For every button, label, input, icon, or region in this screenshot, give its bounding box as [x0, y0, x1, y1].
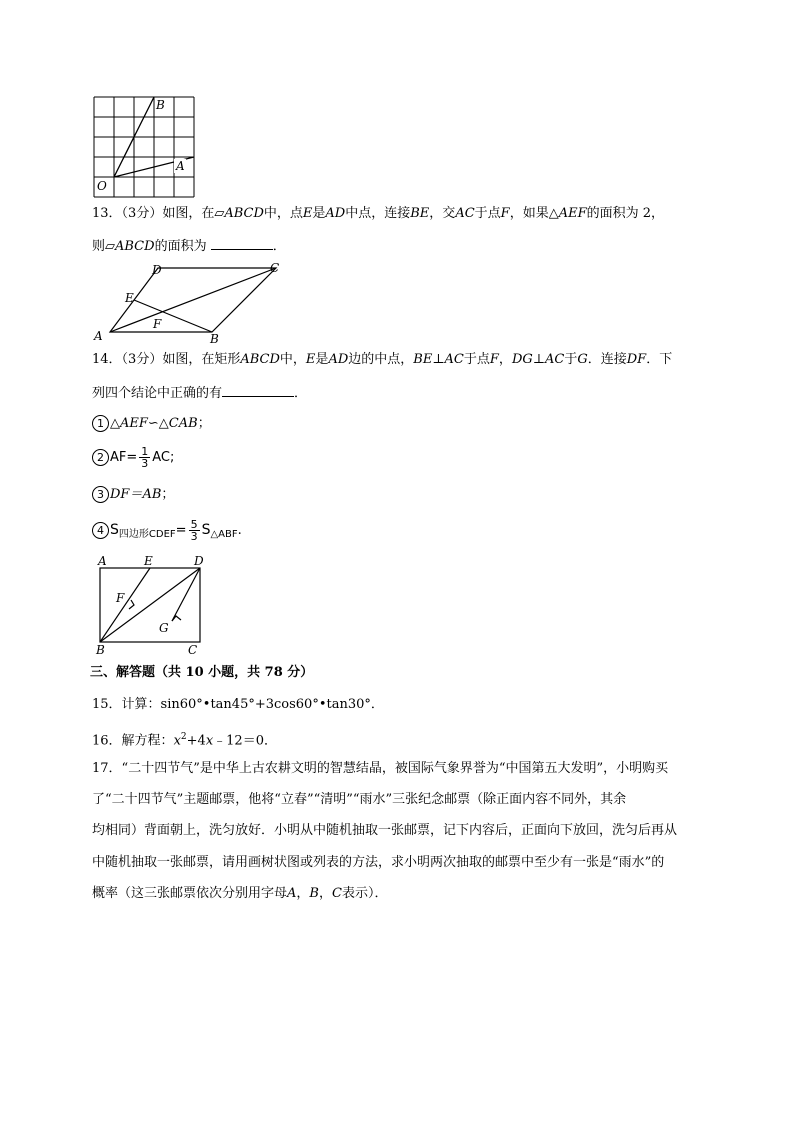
parallelogram-figure: [90, 258, 290, 344]
question-number: 13．: [92, 206, 122, 221]
fig13-label-e: E: [125, 291, 134, 305]
fig12-label-o: O: [97, 179, 107, 193]
option-number: 1: [92, 415, 109, 432]
answer-blank[interactable]: [211, 237, 273, 250]
question-score: （3分）: [121, 206, 163, 221]
fig14-label-f: F: [116, 591, 125, 605]
question-number: 16．: [92, 733, 122, 749]
fraction-one-third: $\frac{1}{3}$: [141, 445, 149, 470]
option-number: 4: [92, 522, 109, 539]
fig13-label-d: D: [152, 263, 162, 277]
fig14-label-g: G: [159, 621, 169, 635]
fig14-label-b: B: [96, 643, 105, 656]
section-heading: 三、解答题（共 10 小题，共 78 分）: [90, 665, 314, 680]
fig12-label-b: B: [156, 98, 165, 112]
q17-line4: 中随机抽取一张邮票，请用画树状图或列表的方法，求小明两次抽取的邮票中至少有一张是“雨水”的: [92, 855, 665, 870]
q17-line1: 17．“二十四节气”是中华上古农耕文明的智慧结晶，被国际气象界誉为“中国第五大发明”，小明购买: [92, 761, 669, 776]
q17-line2: 了“二十四节气”主题邮票，他将“立春”“清明”“雨水”三张纪念邮票（除正面内容不同外，其余: [92, 792, 627, 807]
q13-line2: 则▱ABCD的面积为 ．: [92, 239, 286, 254]
fig13-label-a: A: [94, 329, 103, 343]
grid-figure: [90, 94, 200, 198]
question-number: 14．: [92, 352, 122, 367]
q16-line: 16．解方程：$x^2+4x﹣12=0$．: [92, 732, 277, 749]
fig14-label-a: A: [98, 554, 107, 568]
question-number: 15．: [92, 697, 122, 712]
q13-line1: 13．（3分）如图，在▱ABCD中，点E是AD中点，连接BE，交AC于点F，如果△AEF的面积为 2，: [92, 206, 665, 221]
fig13-label-c: C: [270, 261, 280, 275]
q14-option-3: 3 DF＝AB；: [92, 486, 174, 504]
q14-option-1: 1 △AEF∽△CAB；: [92, 415, 211, 433]
q14-line2: 列四个结论中正确的有 ．: [92, 386, 308, 401]
option-number: 2: [92, 449, 109, 466]
q17-line5: 概率（这三张邮票依次分别用字母A，B，C表示）．: [92, 886, 388, 901]
fig14-label-d: D: [194, 554, 204, 568]
fig13-label-f: F: [153, 317, 162, 331]
q15-line: 15．计算：sin60°•tan45°+3cos60°•tan30°．: [92, 697, 384, 712]
rectangle-figure: [90, 552, 210, 656]
fig14-label-c: C: [188, 643, 198, 656]
question-number: 17．: [92, 761, 122, 776]
fig12-label-a: A: [176, 159, 185, 173]
q14-option-2: 2 AF= $\frac{1}{3}$ AC;: [92, 445, 174, 471]
question-score: （3分）: [121, 352, 163, 367]
q14-option-4: 4 $S_{四边形CDEF}=$ $\frac{5}{3}$ $S_{\triangle ABF}$.: [92, 517, 242, 548]
fig14-label-e: E: [144, 554, 153, 568]
q17-line3: 均相同）背面朝上，洗匀放好．小明从中随机抽取一张邮票，记下内容后，正面向下放回，洗匀后再从: [92, 823, 678, 838]
fig13-label-b: B: [210, 332, 219, 344]
answer-blank[interactable]: [222, 384, 294, 397]
fraction-five-thirds: $\frac{5}{3}$: [190, 518, 198, 543]
option-number: 3: [92, 486, 109, 503]
q14-line1: 14．（3分）如图，在矩形ABCD中，E是AD边的中点，BE⊥AC于点F，DG⊥AC于G．连接DF．下: [92, 352, 673, 367]
